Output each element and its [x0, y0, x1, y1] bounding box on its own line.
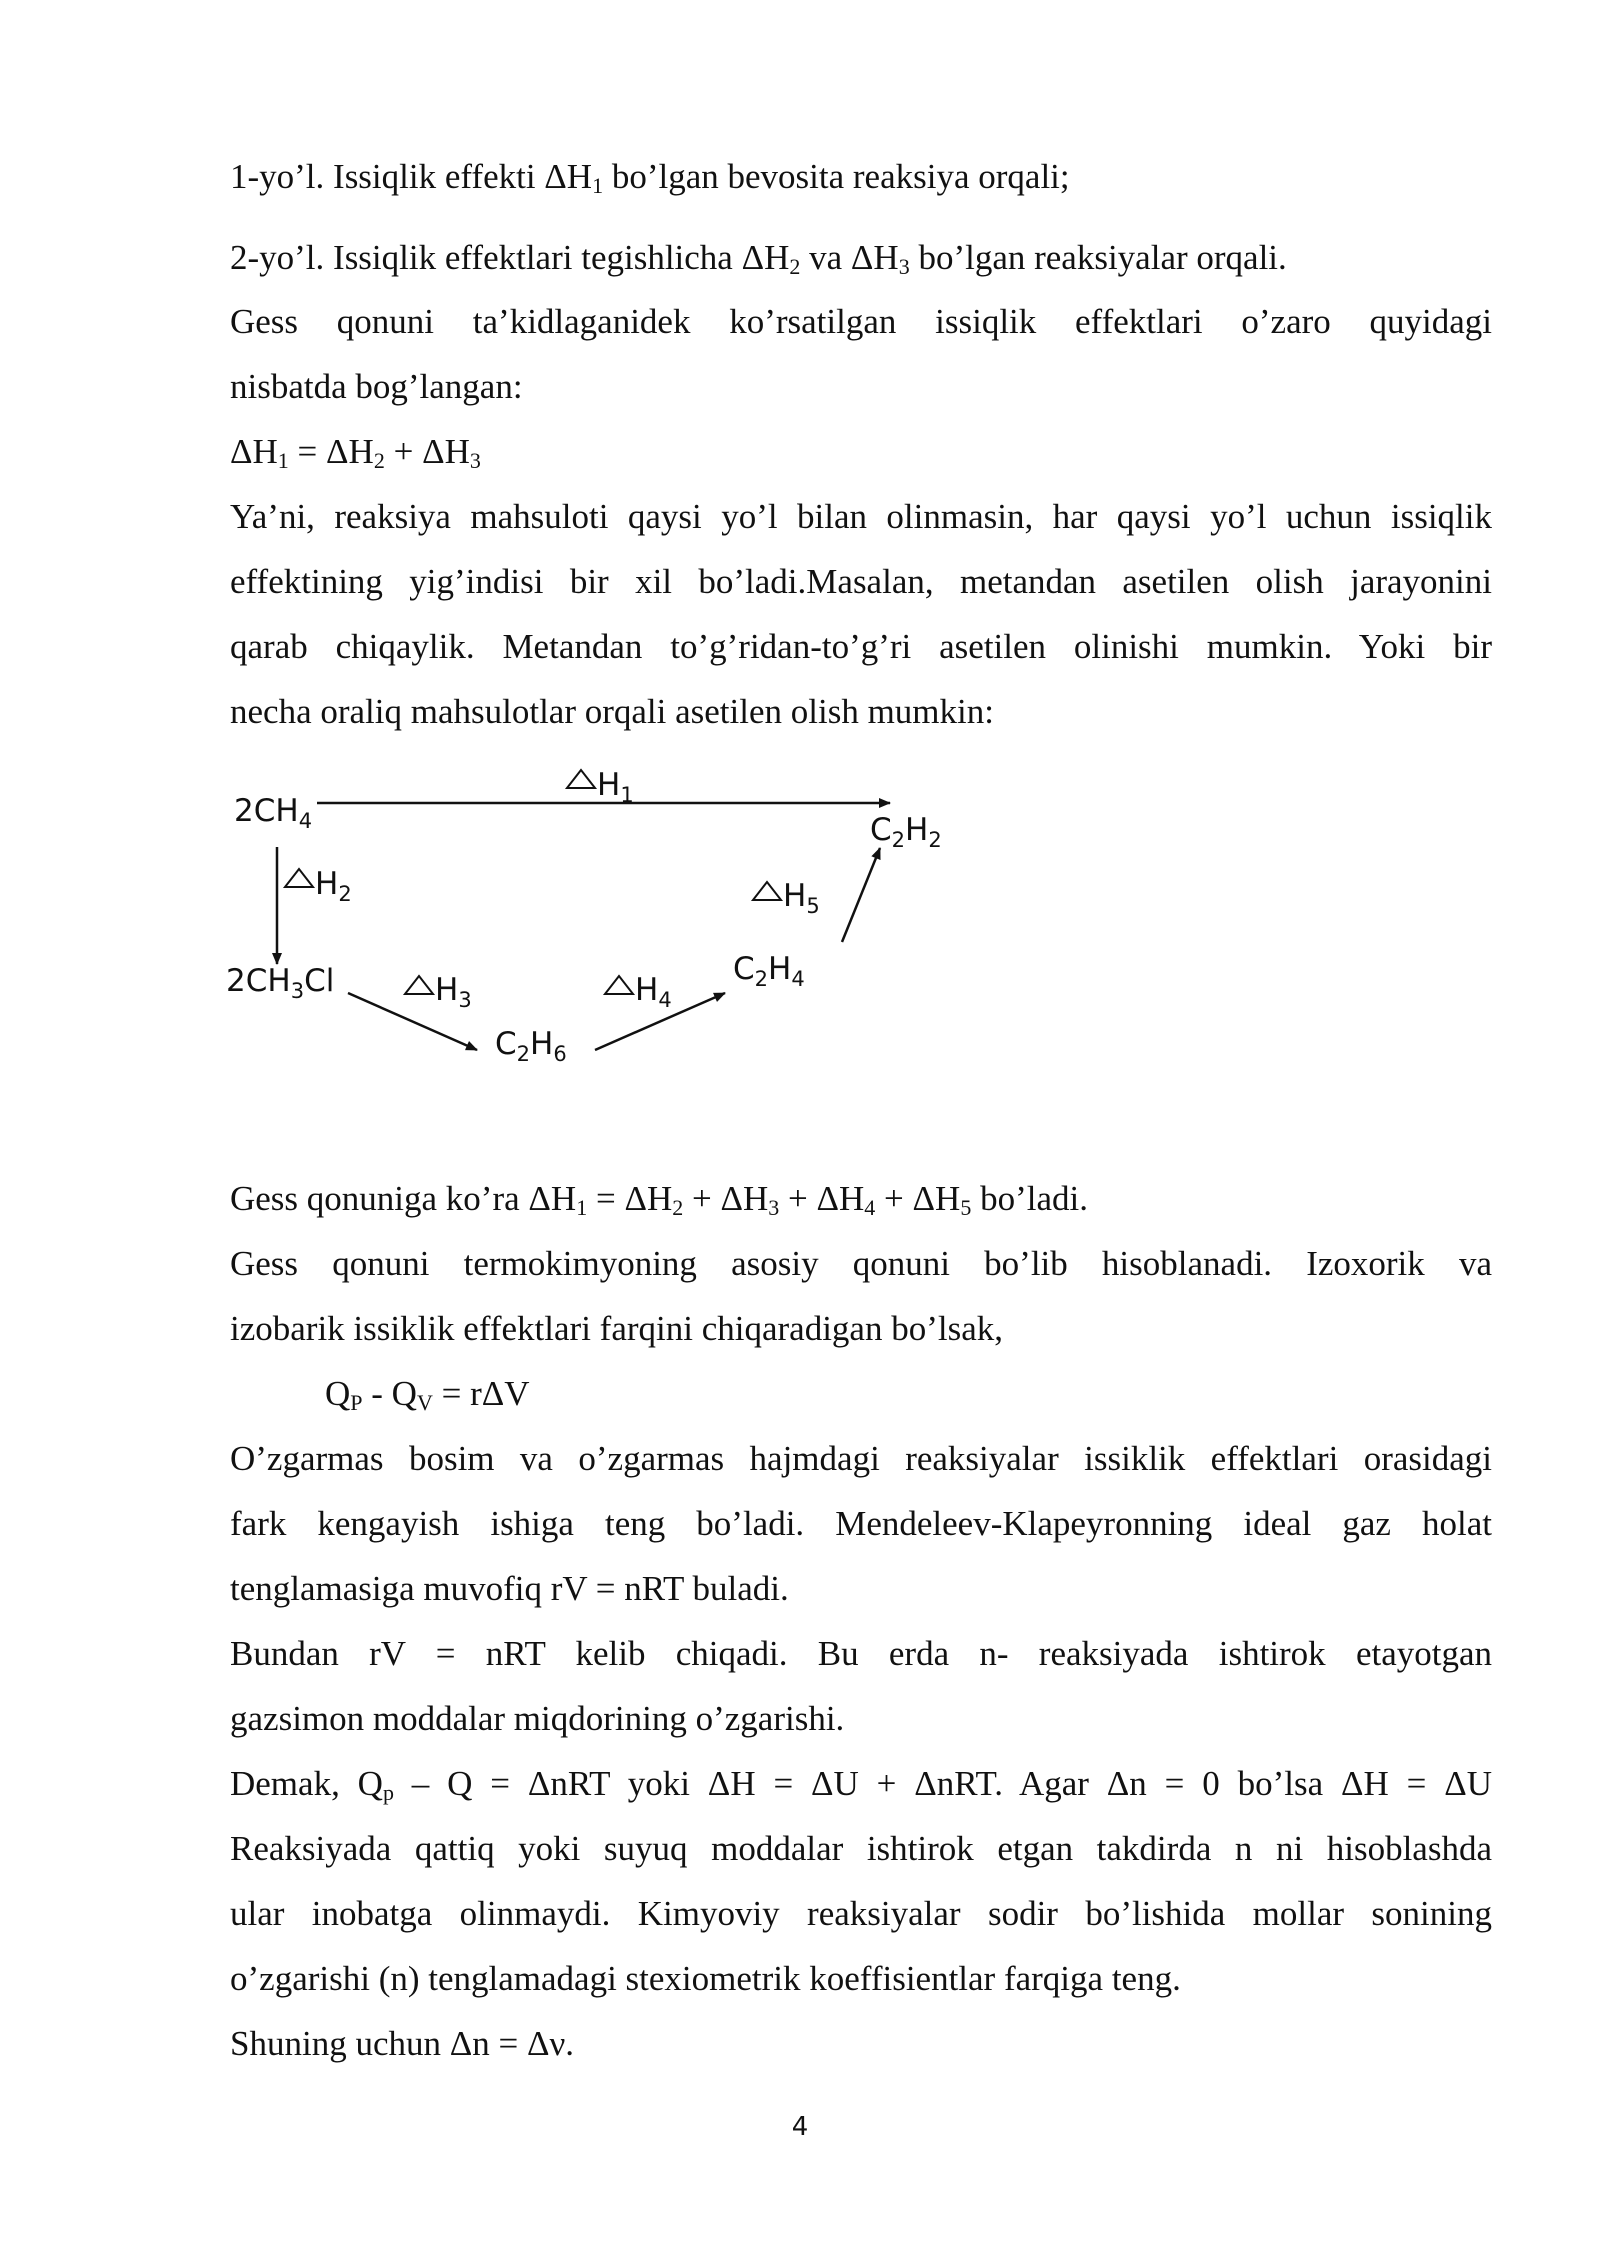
- text-run: Gess qonuni ta’kidlaganidek ko’rsatilgan issiqlik effektlari o’zaro quyidagi: [230, 302, 1492, 341]
- text-run: gazsimon moddalar miqdorining o’zgarishi.: [230, 1699, 845, 1738]
- paragraph-line: [230, 155, 1492, 199]
- text-run: Ya’ni, reaksiya mahsuloti qaysi yo’l bilan olinmasin, har qaysi yo’l uchun issiqlik: [230, 497, 1492, 536]
- text-run: + ΔH: [683, 1179, 769, 1218]
- compound-c2h4: $C_2H_4$: [733, 951, 805, 991]
- delta-icon: [405, 976, 433, 994]
- edge-label-h1: $H_1$: [597, 767, 634, 807]
- subscript: V: [416, 1390, 433, 1415]
- text-run: O’zgarmas bosim va o’zgarmas hajmdagi reaksiyalar issiklik effektlari orasidagi: [230, 1439, 1492, 1478]
- formula-line: [325, 1372, 1587, 1416]
- paragraph-line: [230, 1242, 1492, 1286]
- paragraph-line: [230, 1957, 1492, 2001]
- text-run: ular inobatga olinmaydi. Kimyoviy reaksiyalar sodir bo’lishida mollar sonining: [230, 1894, 1492, 1933]
- subscript: 3: [469, 448, 481, 473]
- text-run: nisbatda bog’langan:: [230, 367, 523, 406]
- text-run: o’zgarishi (n) tenglamadagi stexiometrik koeffisientlar farqiga teng.: [230, 1959, 1181, 1998]
- text-run: tenglamasiga muvofiq rV = nRT buladi.: [230, 1569, 789, 1608]
- text-run: Gess qonuni termokimyoning asosiy qonuni bo’lib hisoblanadi. Izoxorik va: [230, 1244, 1492, 1283]
- paragraph-line: [230, 1632, 1492, 1676]
- subscript: 2: [373, 448, 385, 473]
- edge-label-h2: $H_2$: [315, 866, 352, 906]
- compound-2ch3cl: $2CH_3Cl$: [226, 963, 335, 1003]
- delta-icon: [567, 770, 595, 788]
- subscript: 4: [864, 1195, 876, 1220]
- subscript: 1: [576, 1195, 588, 1220]
- text-run: – Q = ΔnRT yoki ΔH = ΔU + ΔnRT. Agar Δn = 0 bo’lsa ΔH = ΔU: [393, 1764, 1492, 1803]
- paragraph-line: [230, 1502, 1492, 1546]
- subscript: 3: [898, 254, 910, 279]
- text-run: Bundan rV = nRT kelib chiqadi. Bu erda n- reaksiyada ishtirok etayotgan: [230, 1634, 1492, 1673]
- text-run: + ΔH: [875, 1179, 961, 1218]
- text-run: Shuning uchun Δn = Δν.: [230, 2024, 575, 2063]
- arrow-h5: [842, 848, 880, 942]
- text-run: izobarik issiklik effektlari farqini chiqaradigan bo’lsak,: [230, 1309, 1003, 1348]
- text-run: ΔH: [230, 432, 278, 471]
- text-run: - Q: [362, 1374, 417, 1413]
- text-run: = ΔH: [587, 1179, 673, 1218]
- page-number: 4: [791, 2112, 809, 2142]
- text-run: bo’ladi.: [971, 1179, 1088, 1218]
- delta-icon: [753, 882, 781, 900]
- text-run: = rΔV: [432, 1374, 530, 1413]
- paragraph-line: [230, 365, 1492, 409]
- paragraph-line: [230, 560, 1492, 604]
- text-run: 2-yo’l. Issiqlik effektlari tegishlicha ΔH: [230, 238, 790, 277]
- paragraph-line: [230, 300, 1492, 344]
- paragraph-line: [230, 1892, 1492, 1936]
- text-run: Reaksiyada qattiq yoki suyuq moddalar ishtirok etgan takdirda n ni hisoblashda: [230, 1829, 1492, 1868]
- text-run: + ΔH: [384, 432, 470, 471]
- paragraph-line: [230, 2022, 1492, 2066]
- paragraph-line: [230, 1437, 1492, 1481]
- delta-icon: [285, 869, 313, 887]
- formula-line: [230, 430, 1492, 474]
- text-run: Demak, Q: [230, 1764, 383, 1803]
- text-run: bo’lgan bevosita reaksiya orqali;: [603, 157, 1070, 196]
- subscript: 1: [592, 173, 604, 198]
- subscript: 5: [960, 1195, 972, 1220]
- text-run: Gess qonuniga ko’ra ΔH: [230, 1179, 577, 1218]
- edge-label-h5: $H_5$: [783, 878, 820, 918]
- text-run: 1-yo’l. Issiqlik effekti ΔH: [230, 157, 593, 196]
- reaction-scheme-diagram: [225, 762, 985, 1092]
- compound-c2h2: $C_2H_2$: [870, 812, 942, 852]
- paragraph-line: [230, 1762, 1492, 1806]
- text-run: = ΔH: [288, 432, 374, 471]
- subscript: P: [350, 1390, 363, 1415]
- compound-2ch4: $2CH_4$: [234, 793, 313, 833]
- text-run: va ΔH: [800, 238, 899, 277]
- paragraph-line: [230, 1827, 1492, 1871]
- text-run: bo’lgan reaksiyalar orqali.: [909, 238, 1287, 277]
- text-run: qarab chiqaylik. Metandan to’g’ridan-to’g’ri asetilen olinishi mumkin. Yoki bir: [230, 627, 1492, 666]
- edge-label-h4: $H_4$: [635, 972, 672, 1012]
- paragraph-line: [230, 1567, 1492, 1611]
- paragraph-line: [230, 625, 1492, 669]
- subscript: 1: [277, 448, 289, 473]
- text-run: effektining yig’indisi bir xil bo’ladi.Masalan, metandan asetilen olish jarayonini: [230, 562, 1492, 601]
- text-run: Q: [325, 1374, 351, 1413]
- delta-icon: [605, 976, 633, 994]
- subscript: p: [382, 1780, 394, 1805]
- paragraph-line: [230, 1697, 1492, 1741]
- text-run: necha oraliq mahsulotlar orqali asetilen olish mumkin:: [230, 692, 994, 731]
- subscript: 3: [768, 1195, 780, 1220]
- text-run: fark kengayish ishiga teng bo’ladi. Mendeleev-Klapeyronning ideal gaz holat: [230, 1504, 1492, 1543]
- paragraph-line: [230, 495, 1492, 539]
- edge-label-h3: $H_3$: [435, 972, 472, 1012]
- compound-c2h6: $C_2H_6$: [495, 1026, 567, 1066]
- paragraph-line: [230, 1177, 1492, 1221]
- paragraph-line: [230, 1307, 1492, 1351]
- subscript: 2: [789, 254, 801, 279]
- text-run: + ΔH: [779, 1179, 865, 1218]
- paragraph-line: [230, 236, 1492, 280]
- subscript: 2: [672, 1195, 684, 1220]
- paragraph-line: [230, 690, 1492, 734]
